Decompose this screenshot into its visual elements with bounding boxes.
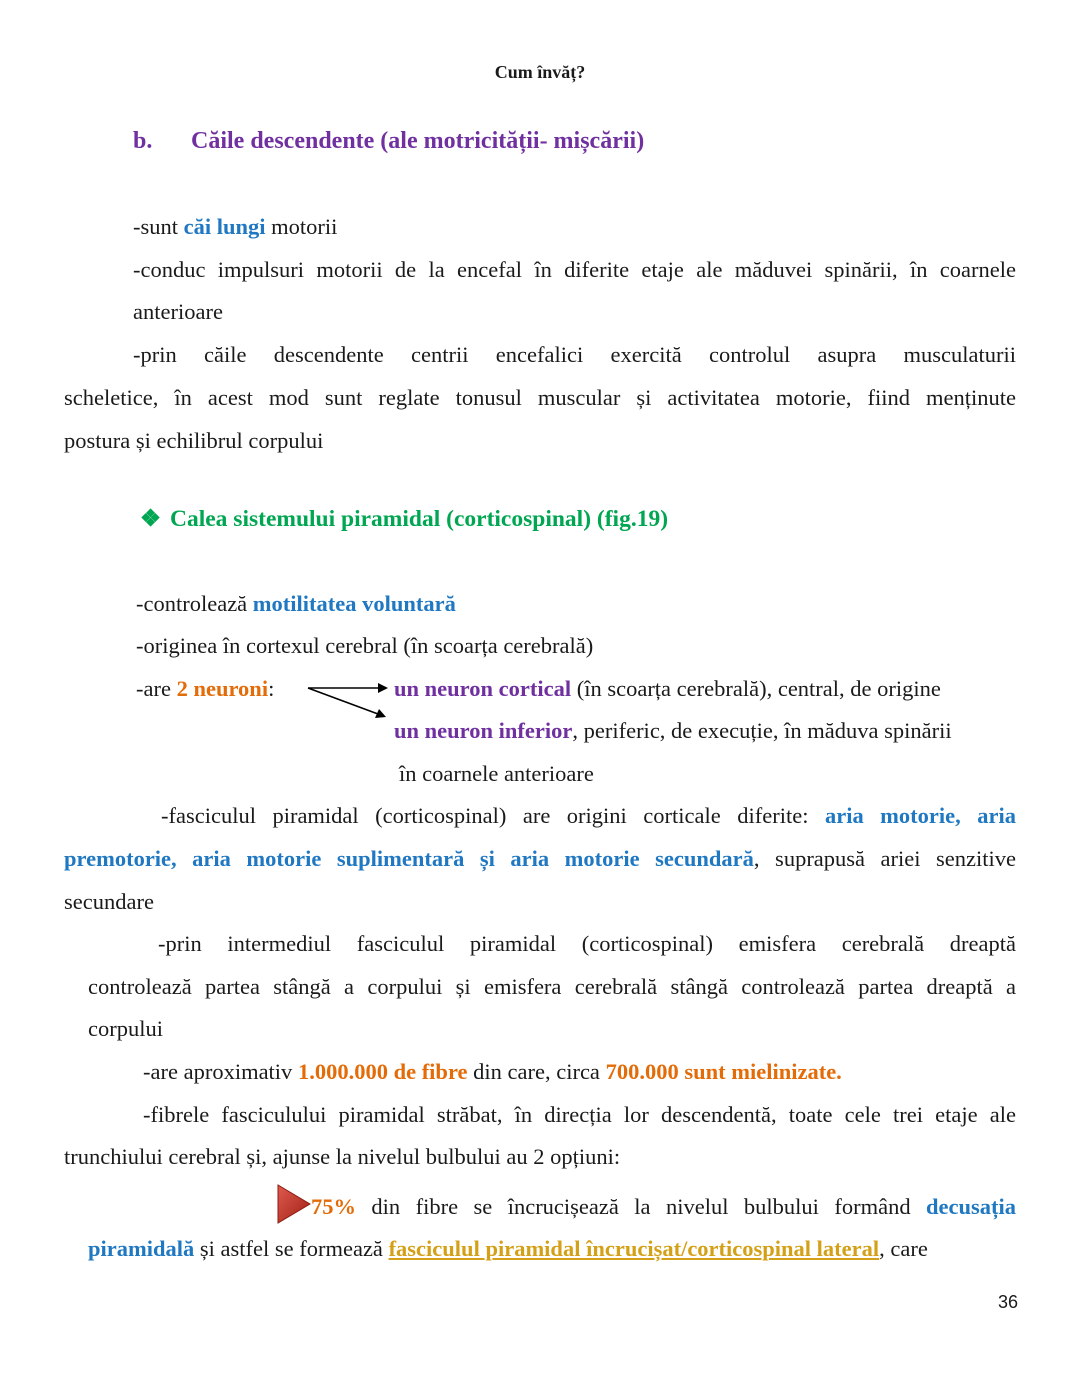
intro-line-6: postura și echilibrul corpului xyxy=(64,428,324,453)
option-line-1: 75% din fibre se încrucișează la nivelul bulbului formând decusația xyxy=(311,1194,1016,1219)
section-letter: b. xyxy=(133,128,153,154)
control-line-1: -prin intermediul fasciculul piramidal (corticospinal) emisfera cerebrală dreaptă xyxy=(158,931,1016,956)
diamond-bullet-icon: ❖ xyxy=(140,506,162,532)
intro-line-5: scheletice, în acest mod sunt reglate tonusul muscular și activitatea motorie, fiind menținute xyxy=(64,385,1016,410)
page-header: Cum învăț? xyxy=(494,62,586,82)
intro-line-1: -sunt căi lungi motorii xyxy=(133,214,338,239)
neuron-inferior-line-2: în coarnele anterioare xyxy=(399,761,594,786)
fascicle-line-2: premotorie, aria motorie suplimentară și aria motorie secundară, suprapusă ariei senzitive xyxy=(64,846,1016,871)
branch-arrows-icon xyxy=(300,676,396,726)
intro-line-3: anterioare xyxy=(133,299,223,324)
trunk-line-1: -fibrele fasciculului piramidal străbat, în direcția lor descendentă, toate cele trei etaje ale xyxy=(143,1102,1016,1127)
neuron-inferior-line: un neuron inferior, periferic, de execuție, în măduva spinării xyxy=(394,718,952,743)
lateral-tract-term: fasciculul piramidal încrucișat/corticospinal lateral xyxy=(388,1236,880,1261)
page-number: 36 xyxy=(997,1292,1018,1312)
intro-line-4: -prin căile descendente centrii encefalici exercită controlul asupra musculaturii xyxy=(133,342,1016,367)
control-line-3: corpului xyxy=(88,1016,163,1041)
pyr-line-3: -are 2 neuroni: xyxy=(136,676,275,701)
subsection-title: ❖ Calea sistemului piramidal (corticospinal) (fig.19) xyxy=(140,506,669,532)
neuron-cortical-line: un neuron cortical (în scoarța cerebrală), central, de origine xyxy=(394,676,941,701)
intro-line-2: -conduc impulsuri motorii de la encefal în diferite etaje ale măduvei spinării, în coarnele xyxy=(133,257,1016,282)
section-title: Căile descendente (ale motricității- mișcării) xyxy=(191,128,645,154)
fascicle-line-3: secundare xyxy=(64,889,154,914)
fascicle-line-1: -fasciculul piramidal (corticospinal) are origini corticale diferite: aria motorie, aria xyxy=(161,803,1016,828)
control-line-2: controlează partea stângă a corpului și emisfera cerebrală stângă controlează partea dreaptă a xyxy=(88,974,1016,999)
pyr-line-2: -originea în cortexul cerebral (în scoarța cerebrală) xyxy=(136,633,594,658)
trunk-line-2: trunchiului cerebral și, ajunse la nivelul bulbului au 2 opțiuni: xyxy=(64,1144,621,1169)
red-triangle-pointer-icon xyxy=(276,1183,312,1225)
fibers-count-line: -are aproximativ 1.000.000 de fibre din care, circa 700.000 sunt mielinizate. xyxy=(143,1059,842,1084)
pyr-line-1: -controlează motilitatea voluntară xyxy=(136,591,456,616)
option-line-2: piramidală și astfel se formează fasciculul piramidal încrucișat/corticospinal lateral, care xyxy=(88,1236,928,1261)
